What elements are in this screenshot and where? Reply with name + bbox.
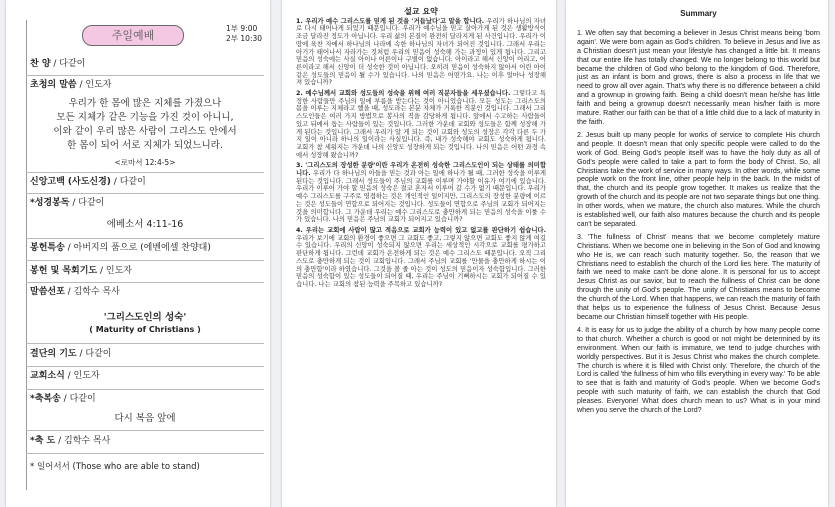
service-time-1: 1부 9:00: [226, 24, 258, 33]
order-item-offering-special: 봉헌특송 / 아버지의 품으로 (에벤에셀 찬양대): [30, 243, 211, 253]
sermon-summary-korean-page: [282, 0, 556, 507]
invitation-reference: <로마서 12:4-5>: [114, 158, 176, 167]
order-item-offering-prayer: 봉헌 및 목회기도 / 인도자: [30, 266, 132, 276]
bulletin-page: [6, 0, 270, 507]
stand-footnote: * 일어서서 (Those who are able to stand): [30, 462, 200, 472]
divider: [26, 172, 264, 173]
summary-paragraph: 2. Jesus built up many people for works of service to complete His church and people. It doesn't mean that only specific people were called to do the work of God. Being God's people itself was to have the holy duty as all of God's people were called to take a part to form the body of Christ. So, all Christians take the work of service in many ways. In other words, while some people work on the front line, other people help in the back. In the midst of that, the church and its people grow together. It makes us realize that the growth of the church and its people are not two separate things but one thing. In other words, when we mature, the church also matures. While the church is established well, our faith also matures because the church and its people can't be separated.: [577, 130, 820, 228]
invitation-line: 우리가 한 몸에 많은 지체를 가졌으나: [68, 98, 222, 109]
divider: [26, 453, 264, 454]
divider: [26, 366, 264, 367]
summary-paragraph: 4. 우리는 교회에 사람이 많고 적음으로 교회가 능력이 있고 없고를 판단하기 쉽습니다. 우리가 보기에 교회의 환경이 좋으면 그 교회도 좋고, 그렇지 않으면 교회도 좋지 않게 여길 수 있습니다. 우리의 신앙이 성숙되지 않으면 우리는 세상적인 시각으로 교회를 평가하고 판단하게 됩니다. 그런데 교회가 온전하게 되는 것은 예수 그리스도 때문입니다. 오직 그리스도로 충만하게 되는 것이 교회입니다. 그래서 주님의 교회를 '만물을 충만하게 하시는 이의 충만함'이라 하였습니다. 그것을 볼 줄 아는 것이 성도의 믿음이자 성숙함입니다. 그러한 믿음의 성숙함이 있는 성도들이 되어질 때, 우리는 주님이 기뻐하시는 교회가 되어질 수 있습니다. 나는 교회의 참된 능력을 주목하고 있습니까?: [296, 226, 546, 288]
invitation-line: 이와 같이 우리 많은 사람이 그리스도 안에서: [53, 126, 237, 137]
summary-paragraph: 3. '그리스도의 장성한 분량'이란 우리가 온전히 성숙한 그리스도인이 되는 상태를 의미합니다. 우리가 다 하나님의 아들을 믿는 것과 아는 일에 하나가 될 때, 그러한 성숙을 이루게 된다는 것입니다. 그래서 성도들이 주님의 교회를 이루며 가야할 이유가 여기에 있습니다. 우리가 이루어 가야 할 믿음의 성숙은 결코 혼자서 이루어 갈 수가 없기 때문입니다. 우리가 예수 그리스도를 구주로 영접하는 것은 개인적인 일이지만, 그리스도의 장성한 분량에 이르는 것은 성도들이 연합으로 되어지는 것입니다. 성도들이 연합으로 주님의 교회가 되어지는 것을 의미합니다. 그 가운데 우리는 예수 그리스도로 충만하게 되는 믿음의 성숙을 이룰 수가 있습니다. 나의 믿음은 주님의 교회가 되어지고 있습니까?: [296, 162, 546, 224]
summary-heading-korean: 설교 요약: [404, 7, 438, 16]
order-item-creed: 신앙고백 (사도신경) / 다같이: [30, 177, 146, 187]
blessing-song-title: 다시 복음 앞에: [114, 413, 176, 424]
divider: [26, 260, 264, 261]
divider: [26, 389, 264, 390]
invitation-line: 한 몸이 되어 서로 지체가 되었느니라.: [67, 140, 223, 151]
order-item-benediction: *축 도 / 김학수 목사: [30, 436, 111, 446]
divider: [26, 343, 264, 344]
order-item-praise: 찬 양 / 다같이: [30, 59, 86, 69]
invitation-line: 모든 지체가 같은 기능을 가진 것이 아니니,: [56, 112, 234, 123]
divider: [26, 282, 264, 283]
order-item-decision-prayer: 결단의 기도 / 다같이: [30, 349, 112, 359]
order-item-blessing-song: *축복송 / 다같이: [30, 394, 96, 404]
order-item-scripture: *성경봉독 / 다같이: [30, 198, 105, 208]
sermon-title: '그리스도인의 성숙': [103, 312, 187, 323]
worship-title: 주일예배: [82, 25, 184, 46]
summary-paragraph: 2. 예수님께서 교회와 성도들의 성숙을 위해 여러 직분자들을 세우셨습니다. 그렇다고 특정한 사람들만 주님의 일에 부름을 받는다는 것이 아니었습니다. 모든 성도는 그리스도의 몸을 이루는 지체라고 했을 때, 성도라는 본분 자체가 거룩한 직분인 것입니다. 그래서 그리스도인들은 여러 가지 방법으로 봉사의 직을 감당하게 됩니다. 앞에서 수고하는 사람들이 있고 뒤에서 돕는 사람들이 있는 것입니다. 그러한 가운데 교회와 성도들은 함께 성장해 가게 된다는 것입니다. 그래서 우리가 알 게 되는 것이 교회와 성도의 성장은 각각 다른 두 가지 일이 아니라 하나의 일이라는 사실입니다. 즉, 내가 성숙해야 교회도 성숙하게 됩니다. 교회가 참 세워지는 가운데 나의 신앙도 성장하게 되는 것입니다. 나의 믿음은 어떤 과정 속에서 성장해 왔습니까?: [296, 90, 546, 159]
scripture-reference: 에베소서 4:11-16: [106, 219, 184, 230]
sermon-subtitle: ( Maturity of Christians ): [89, 325, 201, 334]
divider: [26, 238, 264, 239]
divider: [26, 193, 264, 194]
sermon-summary-english-page: [566, 0, 828, 507]
summary-heading-english: Summary: [680, 9, 717, 18]
service-time-2: 2부 10:30: [226, 34, 263, 43]
divider: [26, 75, 264, 76]
summary-paragraph: 1. 우리가 예수 그리스도를 믿게 된 것을 '거듭났다'고 말을 합니다. 우리가 하나님의 자녀로 다시 태어나게 되었기 때문입니다. 우리가 예수님을 믿고 살아가게 된 것은 생활방식이 조금 달라진 정도가 아닙니다. 우리 삶의 본질이 완전히 달라지게 된 사건입니다. 우리가 이 땅에 육찬 자에서 하나님의 나라에 속한 하나님의 자녀가 되어진 것입니다. 그래서 우리는 아기가 태어나서 자라가는 것처럼 우리의 믿음이 성숙해 가는 과정이 있게 됩니다. 그리고 믿음의 성숙에는 사실 아이나 어른이나 구별이 없습니다. 아이라고 해서 신앙이 어리고, 어른이라고 해서 신앙이 더 성숙한 것이 아닙니다. 오히려 믿음이 성숙하지 않아서 어린 아이 같은 성도들의 믿음이 될 수가 있습니다. 나의 믿음은 어떤가요. 나는 이후 얼마나 성장해 져 있습니까?: [296, 17, 546, 87]
summary-paragraph: 3. 'The fullness of Christ' means that we become completely mature Christians. When we become one in believing in the Son of God and knowing who He is, we can reach such maturity together. So, the reason that we Christians need to establish the church of the Lord lies here. The maturity of faith we need to make can't be done alone. It is personal for us to accept Jesus Christ as our savior, but to reach the fullness of Christ can be done through the unity of God's people. The unity of Christians means to become the church of the Lord. When that happens, we can reach the maturity of faith that helps us to experience the fullness of Jesus Christ. Because Jesus became our Christian himself together with His people.: [577, 232, 820, 321]
order-item-announcements: 교회소식 / 인도자: [30, 371, 100, 381]
summary-paragraph: 4. It is easy for us to judge the ability of a church by how many people come to that church. Whether a church is good or not might be determined by its environment. When our faith is immature, we tend to judge churches with worldly perspectives. But it is Jesus Christ who makes the church complete. The church is where it is filled with Christ only. Therefore, the church of the Lord is called 'the fullness of him who fills everything in every way.' To be able to see that is faith and maturity of God's people. When we become God's people with such maturity of faith, we can establish the church that God pleases. Everyone! What does church mean to us? What is in your mind when you serve the church of the Lord?: [577, 325, 820, 415]
order-item-invitation: 초청의 말씀 / 인도자: [30, 80, 112, 90]
summary-paragraph: 1. We often say that becoming a believer in Jesus Christ means being 'born again'. We were born again as God's children. To believe in Jesus and live as a Christian doesn't just mean your lifestyle has changed a little bit. It means that our entire life has totally changed. We no longer belong to this world but became the children of God who belong to the kingdom of God. Therefore, just as an infant is born and grows, there is also a process in life that we need to grow all over again. That's why there is no difference between a child and a grownup in growing faith. Being a child doesn't mean he/she has little faith and being a grownup doesn't necessarily mean his/her faith is more mature. Rather our faith can be that of a little child due to a lack of maturity in the faith.: [577, 28, 820, 126]
divider: [26, 430, 264, 431]
order-item-sermon: 말씀선포 / 김학수 목사: [30, 287, 120, 297]
